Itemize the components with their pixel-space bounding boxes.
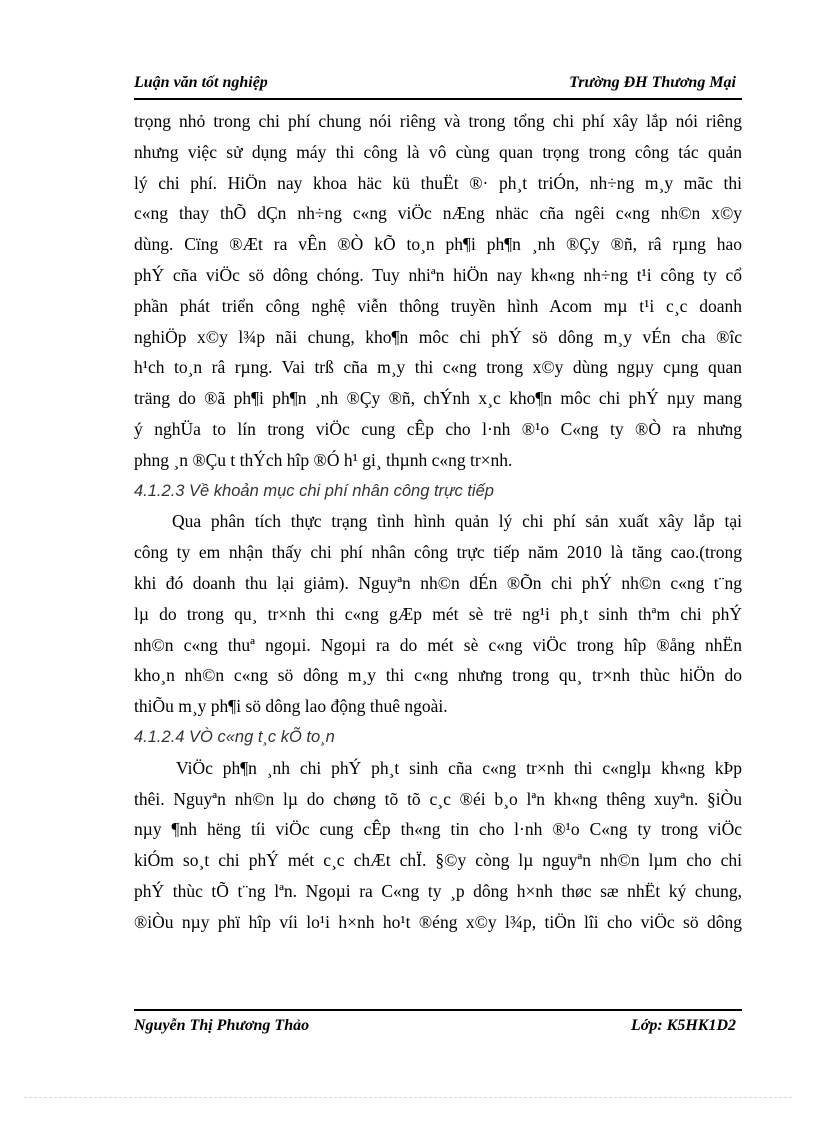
body-line: lµ do trong qu¸ tr×nh thi c«ng gÆp mét sè trë ng¹i ph¸t sinh thªm chi phÝ [134,603,742,624]
body-line: công ty em nhận thấy chi phí nhân công trực tiếp năm 2010 là tăng cao.(trong [134,542,742,563]
footer-author: Nguyễn Thị Phương Thảo [134,1017,310,1034]
body-line: Qua phân tích thực trạng tình hình quản lý chi phí sản xuất xây lắp tại [172,511,742,532]
body-line: nhưng việc sử dụng máy thi công là vô cùng quan trọng trong công tác quản [134,141,742,162]
body-line: nh©n c«ng thuª ngoµi. Ngoµi ra do mét sè c«ng viÖc trong hîp ®ång nhËn [134,634,742,655]
body-line: c«ng thay thÕ dÇn nh÷ng c«ng viÖc nÆng nhäc cña ngêi c«ng nh©n x©y [134,203,742,224]
body-line: h¹ch to¸n râ rµng. Vai trß cña m¸y thi c«ng trong x©y dùng ngµy cµng quan [134,357,742,378]
body-line: kho¸n nh©n c«ng sö dông m¸y thi c«ng nhưng trong qu¸ tr×nh thùc hiÖn do [134,665,742,686]
footer-class: Lớp: K5HK1D2 [630,1017,736,1034]
body-line: nghiÖp x©y l¾p nãi chung, kho¶n môc chi phÝ sö dông m¸y vÉn cha ®îc [134,326,742,347]
body-line: nµy ¶nh hëng tíi viÖc cung cÊp th«ng tin cho l·nh ®¹o C«ng ty trong viÖc [134,819,742,840]
body-line: phÝ thùc tÕ t¨ng lªn. Ngoµi ra C«ng ty ¸p dông h×nh thøc sæ nhËt ký chung, [134,880,742,901]
body-line: trọng nhỏ trong chi phí chung nói riêng và trong tổng chi phí xây lắp nói riêng [134,111,742,131]
body-line: phÝ cña viÖc sö dông chóng. Tuy nhiªn hiÖn nay kh«ng nh÷ng t¹i công ty cổ [134,264,742,285]
document-body [134,106,742,938]
header-university: Trường ĐH Thương Mại [569,74,736,91]
body-line: thêi. Nguyªn nh©n lµ do chøng tõ tõ c¸c ®éi b¸o lªn kh«ng thêng xuyªn. §iÒu [134,788,742,809]
page-bottom-divider [24,1097,792,1098]
body-line: lý chi phí. HiÖn nay khoa häc kü thuËt ®· ph¸t triÓn, nh÷ng m¸y mãc thi [134,172,742,193]
section-heading-labor-cost: 4.1.2.3 Về khoản mục chi phí nhân công trực tiếp [134,481,494,500]
page-header [134,72,742,100]
body-line: kiÓm so¸t chi phÝ mét c¸c chÆt chÏ. §©y còng lµ nguyªn nh©n lµm cho chi [134,850,742,871]
section-heading-accounting: 4.1.2.4 VÒ c«ng t¸c kÕ to¸n [134,727,335,746]
body-line: thiÕu m¸y ph¶i sö dông lao động thuê ngoài. [134,696,448,717]
body-line: phng ¸n ®Çu t thÝch hîp ®Ó h¹ gi¸ thµnh c«ng tr×nh. [134,449,513,470]
body-line: ViÖc ph¶n ¸nh chi phÝ ph¸t sinh cña c«ng tr×nh thi c«nglµ kh«ng kÞp [176,757,742,778]
page-footer [134,1009,742,1041]
body-line: khi đó doanh thu lại giảm). Nguyªn nh©n dÉn ®Õn chi phÝ nh©n c«ng t¨ng [134,572,742,593]
body-line: ®iÒu nµy phï hîp víi lo¹i h×nh ho¹t ®éng x©y l¾p, tiÖn lîi cho viÖc sö dông [134,911,742,932]
body-line: phần phát triển công nghệ viễn thông truyền hình Acom mµ t¹i c¸c doanh [134,295,742,316]
body-line: ý nghÜa to lín trong viÖc cung cÊp cho l·nh ®¹o C«ng ty ®Ò ra nhưng [134,418,742,439]
header-thesis-title: Luận văn tốt nghiệp [134,74,268,91]
body-line: dùng. Cïng ®Æt ra vÊn ®Ò kÕ to¸n ph¶i ph¶n ¸nh ®Çy ®ñ, râ rµng hao [134,234,742,255]
body-line: träng do ®ã ph¶i ph¶n ¸nh ®Çy ®ñ, chÝnh x¸c kho¶n môc chi phÝ nµy mang [134,388,742,409]
